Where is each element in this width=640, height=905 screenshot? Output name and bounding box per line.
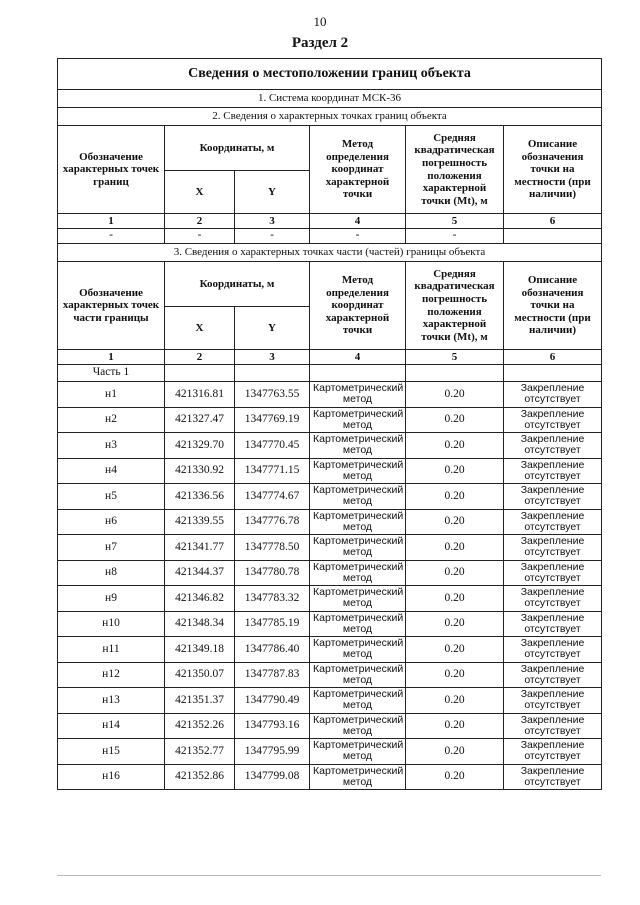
point-method: Картометрический метод [310,484,406,510]
column-number: 2 [165,214,235,229]
table-row [58,509,602,535]
point-description: Закрепление отсутствует [504,560,602,586]
point-name: н16 [58,764,165,790]
point-name: н12 [58,662,165,688]
point-x: 421316.81 [165,382,235,408]
header-x: X [165,171,235,214]
point-method: Картометрический метод [310,611,406,637]
point-y: 1347770.45 [235,433,310,459]
header-y: Y [235,171,310,214]
column-number: 5 [406,214,504,229]
empty-points-row [58,229,602,244]
table-row [58,586,602,612]
header-coordinates: Координаты, м [165,126,310,171]
point-y: 1347763.55 [235,382,310,408]
point-mt: 0.20 [406,433,504,459]
point-description: Закрепление отсутствует [504,586,602,612]
point-y: 1347785.19 [235,611,310,637]
point-name: н1 [58,382,165,408]
point-x: 421339.55 [165,509,235,535]
point-description: Закрепление отсутствует [504,509,602,535]
point-name: н7 [58,535,165,561]
point-method: Картометрический метод [310,407,406,433]
table-row [58,688,602,714]
table-row [58,764,602,790]
point-x: 421327.47 [165,407,235,433]
part-label: Часть 1 [58,365,165,382]
point-y: 1347799.08 [235,764,310,790]
column-number: 3 [235,214,310,229]
point-mt: 0.20 [406,637,504,663]
subsection-3-title: 3. Сведения о характерных точках части (частей) границы объекта [58,244,602,262]
point-method: Картометрический метод [310,560,406,586]
header-method: Метод определения координат характерной точки [310,126,406,214]
point-x: 421348.34 [165,611,235,637]
dash-cell: - [406,229,504,244]
point-description: Закрепление отсутствует [504,688,602,714]
point-description: Закрепление отсутствует [504,611,602,637]
point-description: Закрепление отсутствует [504,458,602,484]
table-row [58,637,602,663]
point-name: н9 [58,586,165,612]
header-designation: Обозначение характерных точек границ [58,126,165,214]
dash-cell [504,229,602,244]
table-row [58,560,602,586]
header-method-part: Метод определения координат характерной точки [310,262,406,350]
column-number: 3 [235,350,310,365]
column-number: 1 [58,214,165,229]
point-mt: 0.20 [406,407,504,433]
point-description: Закрепление отсутствует [504,637,602,663]
point-method: Картометрический метод [310,739,406,765]
point-x: 421350.07 [165,662,235,688]
header-error: Средняя квадратическая погрешность положения характерной точки (Mt), м [406,126,504,214]
point-method: Картометрический метод [310,662,406,688]
point-name: н6 [58,509,165,535]
point-x: 421352.86 [165,764,235,790]
part-label-row [58,365,602,382]
page-number: 10 [313,14,327,29]
dash-cell: - [235,229,310,244]
point-mt: 0.20 [406,611,504,637]
point-y: 1347771.15 [235,458,310,484]
subsection-2-title: 2. Сведения о характерных точках границ объекта [58,108,602,126]
point-name: н14 [58,713,165,739]
point-method: Картометрический метод [310,458,406,484]
point-name: н5 [58,484,165,510]
point-method: Картометрический метод [310,535,406,561]
point-mt: 0.20 [406,586,504,612]
point-y: 1347776.78 [235,509,310,535]
column-number: 6 [504,214,602,229]
point-y: 1347769.19 [235,407,310,433]
point-y: 1347783.32 [235,586,310,612]
point-mt: 0.20 [406,382,504,408]
header-x-part: X [165,307,235,350]
point-description: Закрепление отсутствует [504,382,602,408]
point-x: 421329.70 [165,433,235,459]
header-coordinates-part: Координаты, м [165,262,310,307]
point-x: 421346.82 [165,586,235,612]
header-error-part: Средняя квадратическая погрешность положения характерной точки (Mt), м [406,262,504,350]
point-name: н13 [58,688,165,714]
boundaries-table [57,58,602,790]
point-description: Закрепление отсутствует [504,662,602,688]
table-row [58,662,602,688]
point-mt: 0.20 [406,662,504,688]
point-description: Закрепление отсутствует [504,739,602,765]
column-number: 4 [310,214,406,229]
column-number: 4 [310,350,406,365]
point-method: Картометрический метод [310,688,406,714]
point-method: Картометрический метод [310,509,406,535]
table-row [58,611,602,637]
column-number: 1 [58,350,165,365]
coordinate-system: 1. Система координат МСК-36 [58,90,602,108]
column-number: 5 [406,350,504,365]
point-y: 1347795.99 [235,739,310,765]
table-row [58,739,602,765]
column-number-row-part [58,350,602,365]
point-x: 421352.77 [165,739,235,765]
point-x: 421344.37 [165,560,235,586]
point-mt: 0.20 [406,509,504,535]
point-method: Картометрический метод [310,764,406,790]
point-x: 421351.37 [165,688,235,714]
point-method: Картометрический метод [310,433,406,459]
point-y: 1347793.16 [235,713,310,739]
point-mt: 0.20 [406,484,504,510]
point-y: 1347790.49 [235,688,310,714]
column-number: 6 [504,350,602,365]
dash-cell: - [310,229,406,244]
point-name: н10 [58,611,165,637]
point-description: Закрепление отсутствует [504,535,602,561]
point-description: Закрепление отсутствует [504,484,602,510]
point-mt: 0.20 [406,535,504,561]
point-x: 421349.18 [165,637,235,663]
dash-cell: - [165,229,235,244]
point-name: н15 [58,739,165,765]
point-y: 1347787.83 [235,662,310,688]
point-name: н11 [58,637,165,663]
point-mt: 0.20 [406,688,504,714]
point-method: Картометрический метод [310,637,406,663]
point-mt: 0.20 [406,739,504,765]
table-row [58,458,602,484]
dash-cell: - [58,229,165,244]
point-y: 1347786.40 [235,637,310,663]
table-row [58,433,602,459]
section-title: Раздел 2 [291,35,349,51]
point-y: 1347780.78 [235,560,310,586]
column-number: 2 [165,350,235,365]
point-description: Закрепление отсутствует [504,713,602,739]
point-y: 1347774.67 [235,484,310,510]
table-row [58,535,602,561]
point-name: н3 [58,433,165,459]
point-mt: 0.20 [406,713,504,739]
point-mt: 0.20 [406,560,504,586]
page-bottom-divider [57,875,601,876]
point-method: Картометрический метод [310,382,406,408]
point-name: н2 [58,407,165,433]
table-row [58,382,602,408]
table-row [58,407,602,433]
table-title: Сведения о местоположении границ объекта [58,59,602,90]
header-description: Описание обозначения точки на местности (при наличии) [504,126,602,214]
point-method: Картометрический метод [310,713,406,739]
point-x: 421352.26 [165,713,235,739]
point-name: н4 [58,458,165,484]
header-designation-part: Обозначение характерных точек части границы [58,262,165,350]
point-method: Картометрический метод [310,586,406,612]
point-mt: 0.20 [406,764,504,790]
point-name: н8 [58,560,165,586]
header-y-part: Y [235,307,310,350]
point-x: 421330.92 [165,458,235,484]
point-y: 1347778.50 [235,535,310,561]
column-number-row [58,214,602,229]
point-description: Закрепление отсутствует [504,407,602,433]
point-x: 421341.77 [165,535,235,561]
point-description: Закрепление отсутствует [504,433,602,459]
table-row [58,713,602,739]
point-description: Закрепление отсутствует [504,764,602,790]
header-description-part: Описание обозначения точки на местности (при наличии) [504,262,602,350]
point-mt: 0.20 [406,458,504,484]
table-row [58,484,602,510]
point-x: 421336.56 [165,484,235,510]
